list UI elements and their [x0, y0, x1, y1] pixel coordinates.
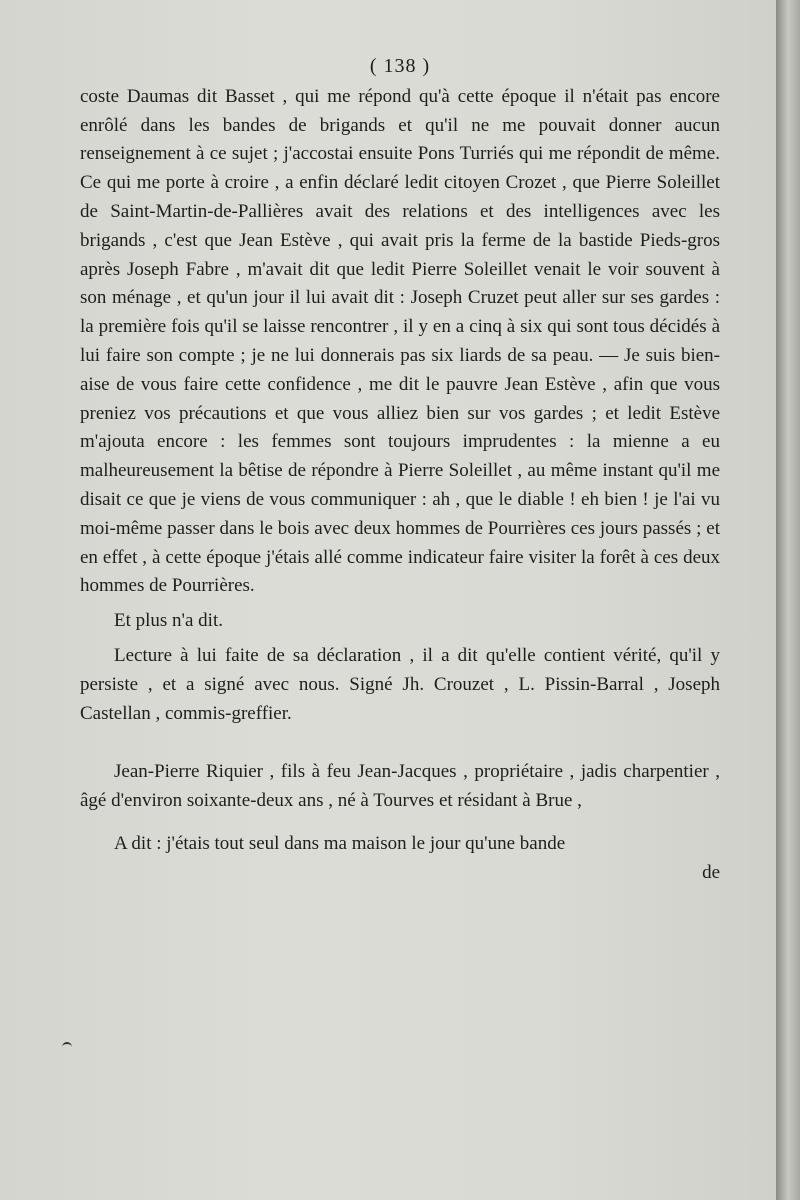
next-page-edge	[776, 0, 800, 1200]
paragraph-signature: Lecture à lui faite de sa déclaration , il a dit qu'elle contient vérité, qu'il y persiste , et a signé avec nous. Signé Jh. Crouzet , L. Pissin-Barral , Joseph Castellan , commis-greffier.	[80, 644, 720, 724]
page-number: ( 138 )	[369, 55, 431, 77]
paragraph-witness-statement: A dit : j'étais tout seul dans ma maison le jour qu'une bande	[114, 832, 566, 854]
ink-mark	[62, 1042, 72, 1050]
paragraph-closing: Et plus n'a dit.	[114, 610, 223, 632]
paragraph-testimony: coste Daumas dit Basset , qui me répond qu'à cette époque il n'était pas encore enrôlé dans les bandes de brigands et qu'il ne me pouvait donner aucun renseignement à ce sujet ; j'accostai ensuite Pons Turriés qui me répondit de même. Ce qui me porte à croire , a enfin déclaré ledit citoyen Crozet , que Pierre Soleillet de Saint-Martin-de-Pallières avait des relations et des intelligences avec les brigands , c'est que Jean Estève , qui avait pris la ferme de la bastide Pieds-gros après Joseph Fabre , m'avait dit que ledit Pierre Soleillet venait le voir souvent à son ménage , et qu'un jour il lui avait dit : Joseph Cruzet peut aller sur ses gardes : la première fois qu'il se laisse rencontrer , il y en a cinq à six qui sont tous décidés à lui faire son compte ; je ne lui donnerais pas six liards de sa peau. — Je suis bien-aise de vous faire cette confidence , me dit le pauvre Jean Estève , afin que vous preniez vos précautions et que vous alliez bien sur vos gardes ; et ledit Estève m'ajouta encore : les femmes sont toujours imprudentes : la mienne a eu malheureusement la bêtise de répondre à Pierre Soleillet , au même instant qu'il me disait ce que je viens de vous communiquer : ah , que le diable ! eh bien ! je l'ai vu moi-même passer dans le bois avec deux hommes de Pourrières ces jours passés ; et en effet , à cette époque j'étais allé comme indicateur faire visiter la forêt à ces deux hommes de Pourrières.	[80, 85, 720, 597]
catchword: de	[702, 861, 720, 883]
page-text	[80, 52, 720, 888]
paragraph-witness-intro: Jean-Pierre Riquier , fils à feu Jean-Jacques , propriétaire , jadis charpentier , âgé d'environ soixante-deux ans , né à Tourves et résidant à Brue ,	[80, 761, 720, 812]
